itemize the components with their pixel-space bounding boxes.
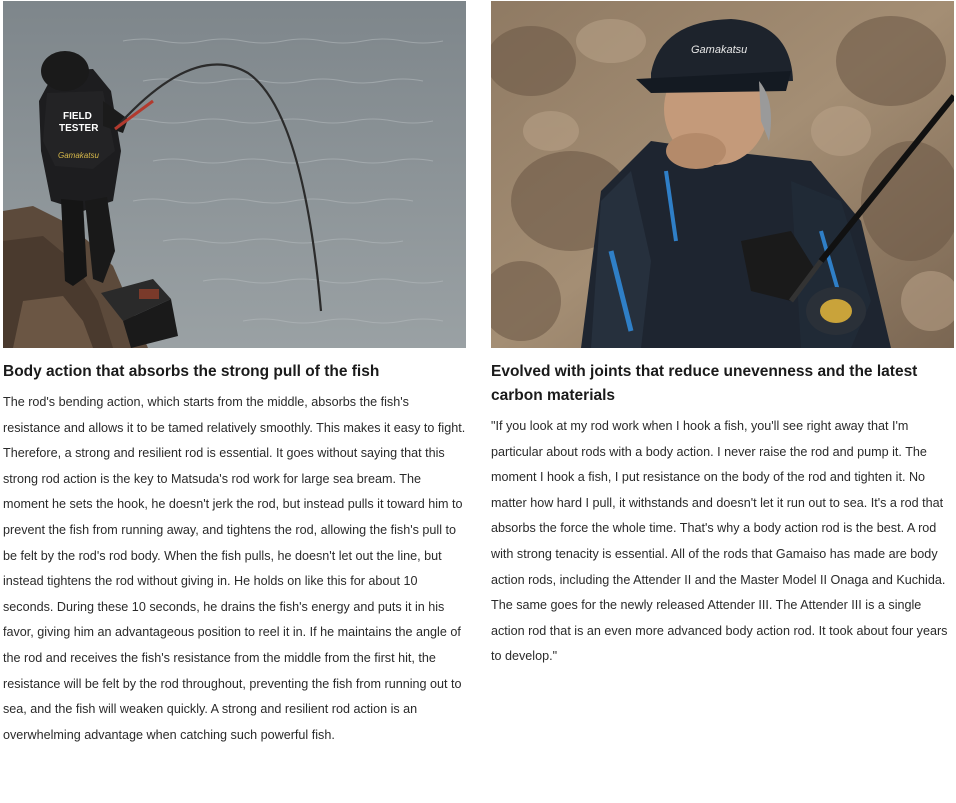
left-heading: Body action that absorbs the strong pull of the fish: [3, 363, 380, 380]
right-body-text: "If you look at my rod work when I hook a fish, you'll see right away that I'm particular about rods with a body action. I never raise the rod and pump it. The moment I hook a fish, I put resistance on the body of the rod and tighten it. No matter how hard I pull, it withstands and doesn't let it run out to sea. It's a rod that absorbs the force the whole time. That's why a body action rod is the best. A rod with strong tenacity is essential. All of the rods that Gamaiso has made are body action rods, including the Attender II and the Master Model II Onaga and Kuchida. The same goes for the newly released Attender III. The Attender III is a single action rod that is an even more advanced body action rod. It took about four years to develop.": [491, 419, 948, 664]
right-heading: Evolved with joints that reduce unevenness and the latest carbon materials: [491, 363, 918, 404]
angler-portrait-photo: [491, 1, 954, 348]
right-article: [491, 1, 954, 670]
tester-text: TESTER: [59, 123, 99, 134]
left-article: [3, 1, 466, 748]
cap-logo-text: Gamakatsu: [691, 44, 748, 56]
portrait-photo-illustration: [491, 1, 954, 348]
brand-logo-text: Gamakatsu: [58, 151, 99, 160]
angler-fighting-fish-photo: [3, 1, 466, 348]
field-text: FIELD: [63, 111, 92, 122]
angler-photo-illustration: [3, 1, 466, 348]
left-body-text: The rod's bending action, which starts from the middle, absorbs the fish's resistance and allows it to be tamed relatively smoothly. This makes it easy to fight. Therefore, a strong and resilient rod is essential. It goes without saying that this strong rod action is the key to Matsuda's rod work for large sea bream. The moment he sets the hook, he doesn't jerk the rod, but instead pulls it toward him to prevent the fish from running away, and tightens the rod, allowing the fish's pull to be felt by the rod's rod body. When the fish pulls, he doesn't let out the line, but instead tightens the rod without giving in. He holds on like this for about 10 seconds. During these 10 seconds, he drains the fish's energy and puts it in his favor, giving him an advantageous position to reel it in. If he maintains the angle of the rod and receives the fish's resistance from the middle from the first hit, the resistance will be felt by the rod throughout, preventing the fish from running out to sea, and the fish will weaken quickly. A strong and resilient rod action is an overwhelming advantage when catching such powerful fish.: [3, 395, 466, 742]
